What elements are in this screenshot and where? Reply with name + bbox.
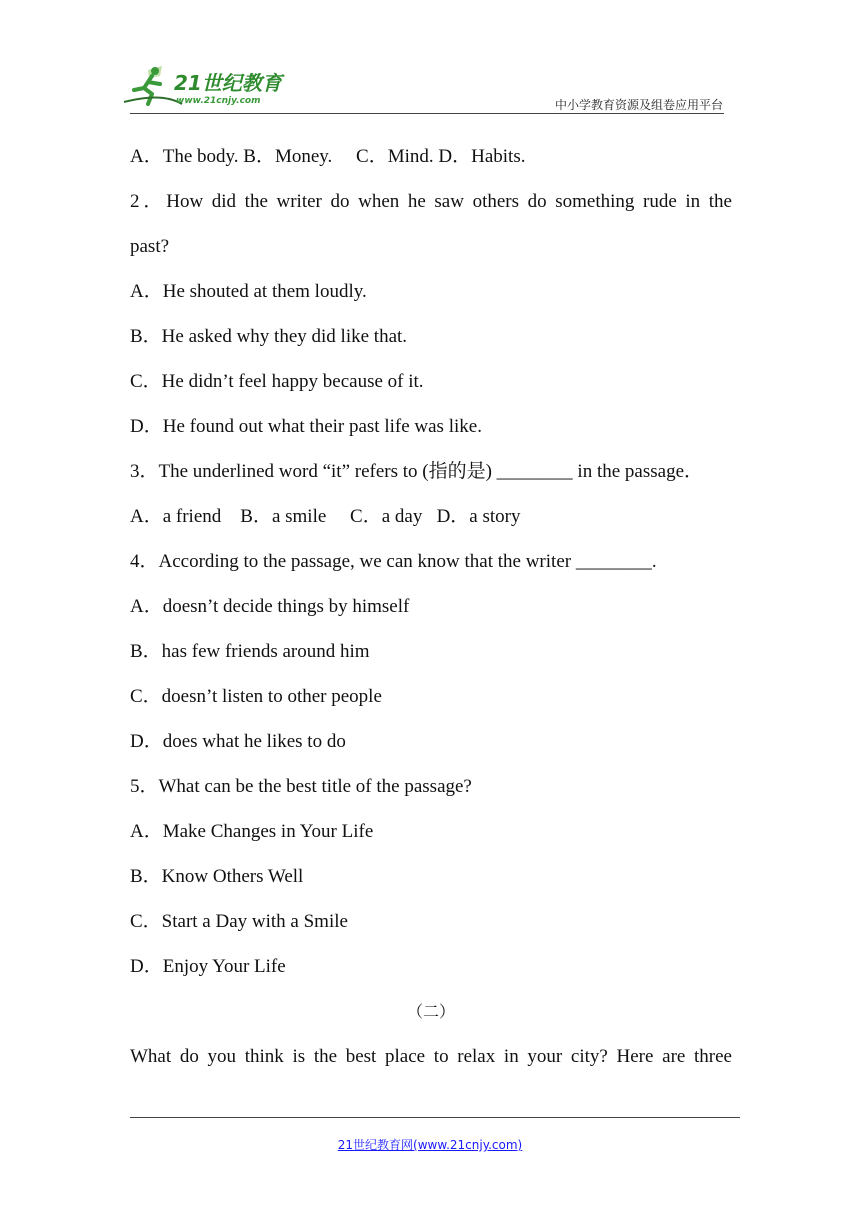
svg-text:www.21cnjy.com: www.21cnjy.com [176,96,261,106]
q5-option-d: D．Enjoy Your Life [130,956,286,977]
section-heading: （二） [406,1002,455,1021]
q2-option-d: D．He found out what their past life was like. [130,416,482,437]
q2-option-a: A．He shouted at them loudly. [130,281,367,302]
question-5: 5．What can be the best title of the passage? [130,776,472,797]
passage-intro: What do you think is the best place to relax in your city? Here are three [130,1046,732,1067]
question-3: 3．The underlined word “it” refers to (指的是) ________ in the passage． [130,461,704,482]
q4-option-d: D．does what he likes to do [130,731,346,752]
q5-option-a: A．Make Changes in Your Life [130,821,374,842]
site-logo[interactable] [122,62,292,110]
q2-option-b: B．He asked why they did like that. [130,326,408,347]
q4-option-b: B．has few friends around him [130,641,370,662]
runner-logo-icon [122,62,292,110]
document-body [130,134,732,1079]
footer-divider [130,1117,740,1118]
header-divider [130,113,724,114]
q4-option-a: A．doesn’t decide things by himself [130,596,410,617]
svg-text:21世纪教育: 21世纪教育 [174,71,282,95]
footer-site-link[interactable]: 21世纪教育网(www.21cnjy.com) [337,1138,523,1152]
question-2-line-2: past? [130,236,170,257]
q2-option-c: C．He didn’t feel happy because of it. [130,371,424,392]
q3-options: A．a friend B．a smile C．a day D．a story [130,506,521,527]
question-4: 4．According to the passage, we can know that the writer ________. [130,551,657,572]
answer-options-q1: A．The body. B．Money. C．Mind. D．Habits. [130,146,526,167]
q5-option-b: B．Know Others Well [130,866,304,887]
platform-tagline: 中小学教育资源及组卷应用平台 [554,98,723,112]
question-2-line-1: 2．How did the writer do when he saw others do something rude in the [130,191,732,212]
q5-option-c: C．Start a Day with a Smile [130,911,348,932]
page-header [0,0,860,120]
q4-option-c: C．doesn’t listen to other people [130,686,382,707]
